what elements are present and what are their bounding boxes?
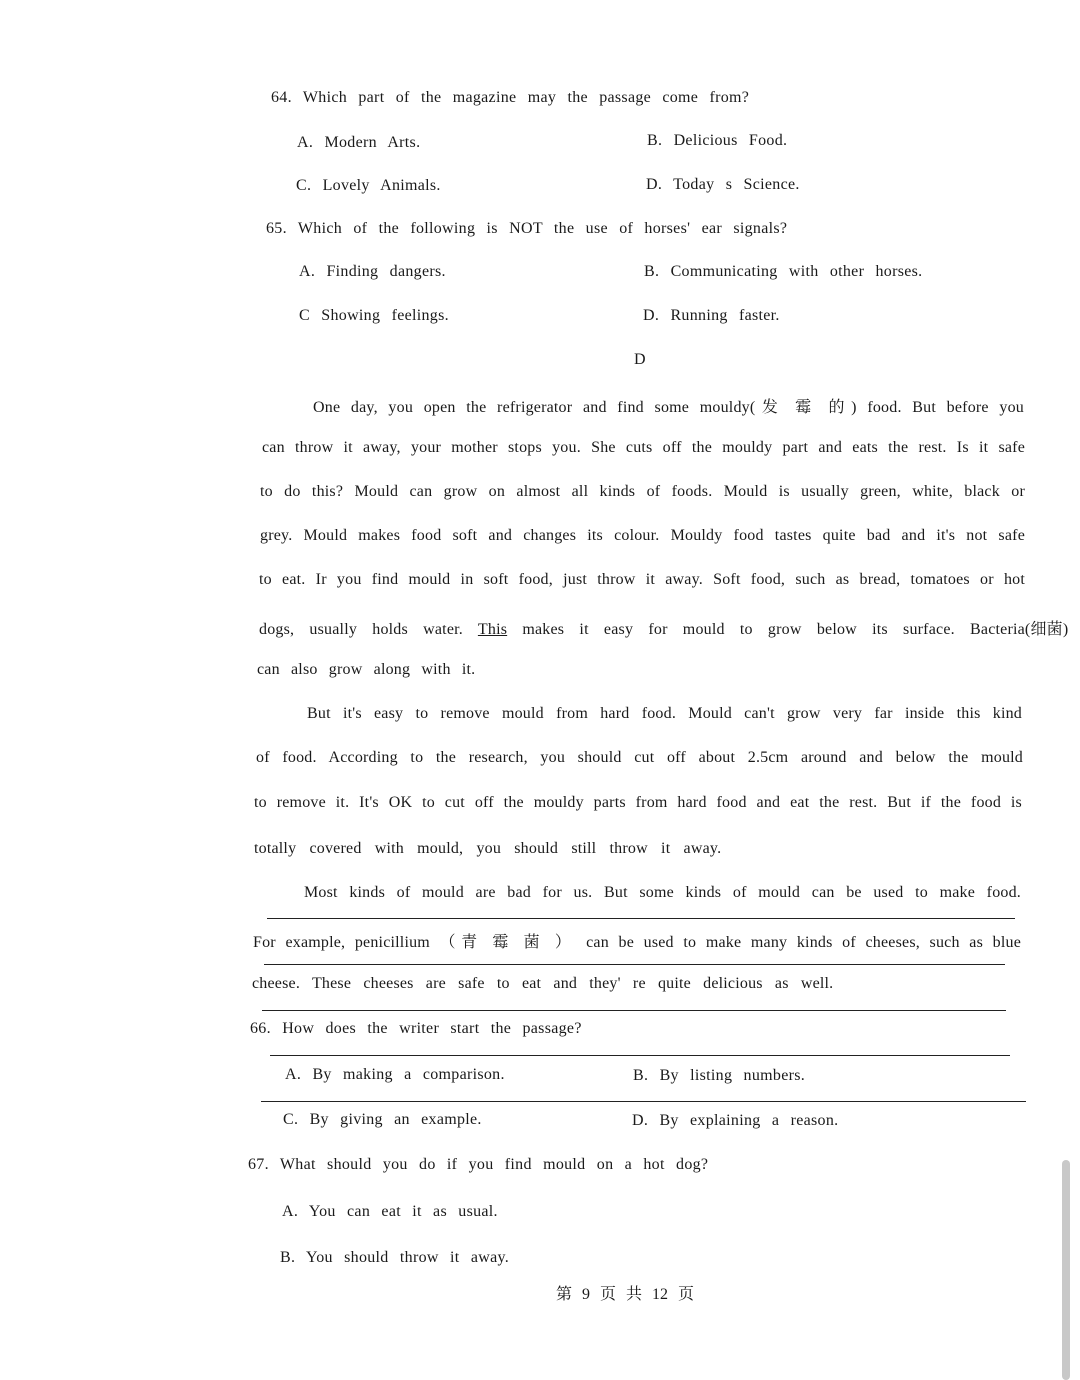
question-64: 64. Which part of the magazine may the passage come from? [271,89,750,106]
ruled-line [262,1010,1006,1011]
paragraph-line [259,616,1069,639]
paragraph-line: One day, you open the refrigerator and find some mouldy(发 霉 的) food. But before you [313,399,1024,416]
ruled-line [264,964,1005,965]
page-number: 第 9 页 共 12 页 [555,1286,694,1303]
option-64-a: A. Modern Arts. [297,134,421,151]
paragraph-line: But it's easy to remove mould from hard food. Mould can't grow very far inside this kind [307,705,1022,722]
underlined-word: This [477,621,508,638]
ruled-line [261,1101,1026,1102]
paragraph-line: of food. According to the research, you should cut off about 2.5cm around and below the mould [256,749,1023,766]
text-segment: dogs, usually holds water. [259,621,463,638]
paragraph-line: totally covered with mould, you should still throw it away. [254,840,722,857]
ruled-line [267,918,1015,919]
paragraph-line: to do this? Mould can grow on almost all kinds of foods. Mould is usually green, white, black or [260,483,1025,500]
paragraph-line: can also grow along with it. [257,661,476,678]
option-66-d: D. By explaining a reason. [632,1112,839,1129]
question-66: 66. How does the writer start the passage? [250,1020,582,1037]
paragraph-line: to eat. Ir you find mould in soft food, just throw it away. Soft food, such as bread, tomatoes or hot [259,571,1025,588]
option-64-c: C. Lovely Animals. [296,177,441,194]
section-title: D [634,351,646,368]
option-65-d: D. Running faster. [643,307,780,324]
paragraph-line: to remove it. It's OK to cut off the mouldy parts from hard food and eat the rest. But if the food is [254,794,1022,811]
paragraph-line: grey. Mould makes food soft and changes its colour. Mouldy food tastes quite bad and it's not safe [260,527,1025,544]
option-65-c: C Showing feelings. [299,307,449,324]
question-65: 65. Which of the following is NOT the use of horses' ear signals? [266,220,788,237]
question-67: 67. What should you do if you find mould on a hot dog? [248,1156,709,1173]
paragraph-line: can throw it away, your mother stops you. She cuts off the mouldy part and eats the rest. Is it safe [262,439,1025,456]
paragraph-line: Most kinds of mould are bad for us. But some kinds of mould can be used to make food. [304,884,1021,901]
option-67-a: A. You can eat it as usual. [282,1203,498,1220]
option-67-b: B. You should throw it away. [280,1249,510,1266]
paragraph-line: cheese. These cheeses are safe to eat and they' re quite delicious as well. [252,975,834,992]
option-64-b: B. Delicious Food. [647,132,788,149]
option-66-b: B. By listing numbers. [633,1067,806,1084]
text-segment: makes it easy for mould to grow below its surface. Bacteria(细菌) [522,621,1069,638]
option-64-d: D. Today s Science. [646,176,800,193]
paragraph-line: For example, penicillium （青 霉 菌 ） can be used to make many kinds of cheeses, such as blue [253,934,1021,951]
ruled-line [270,1055,1010,1056]
option-66-c: C. By giving an example. [283,1111,482,1128]
scrollbar[interactable] [1062,1160,1070,1380]
option-65-a: A. Finding dangers. [299,263,446,280]
option-66-a: A. By making a comparison. [285,1066,505,1083]
option-65-b: B. Communicating with other horses. [644,263,923,280]
